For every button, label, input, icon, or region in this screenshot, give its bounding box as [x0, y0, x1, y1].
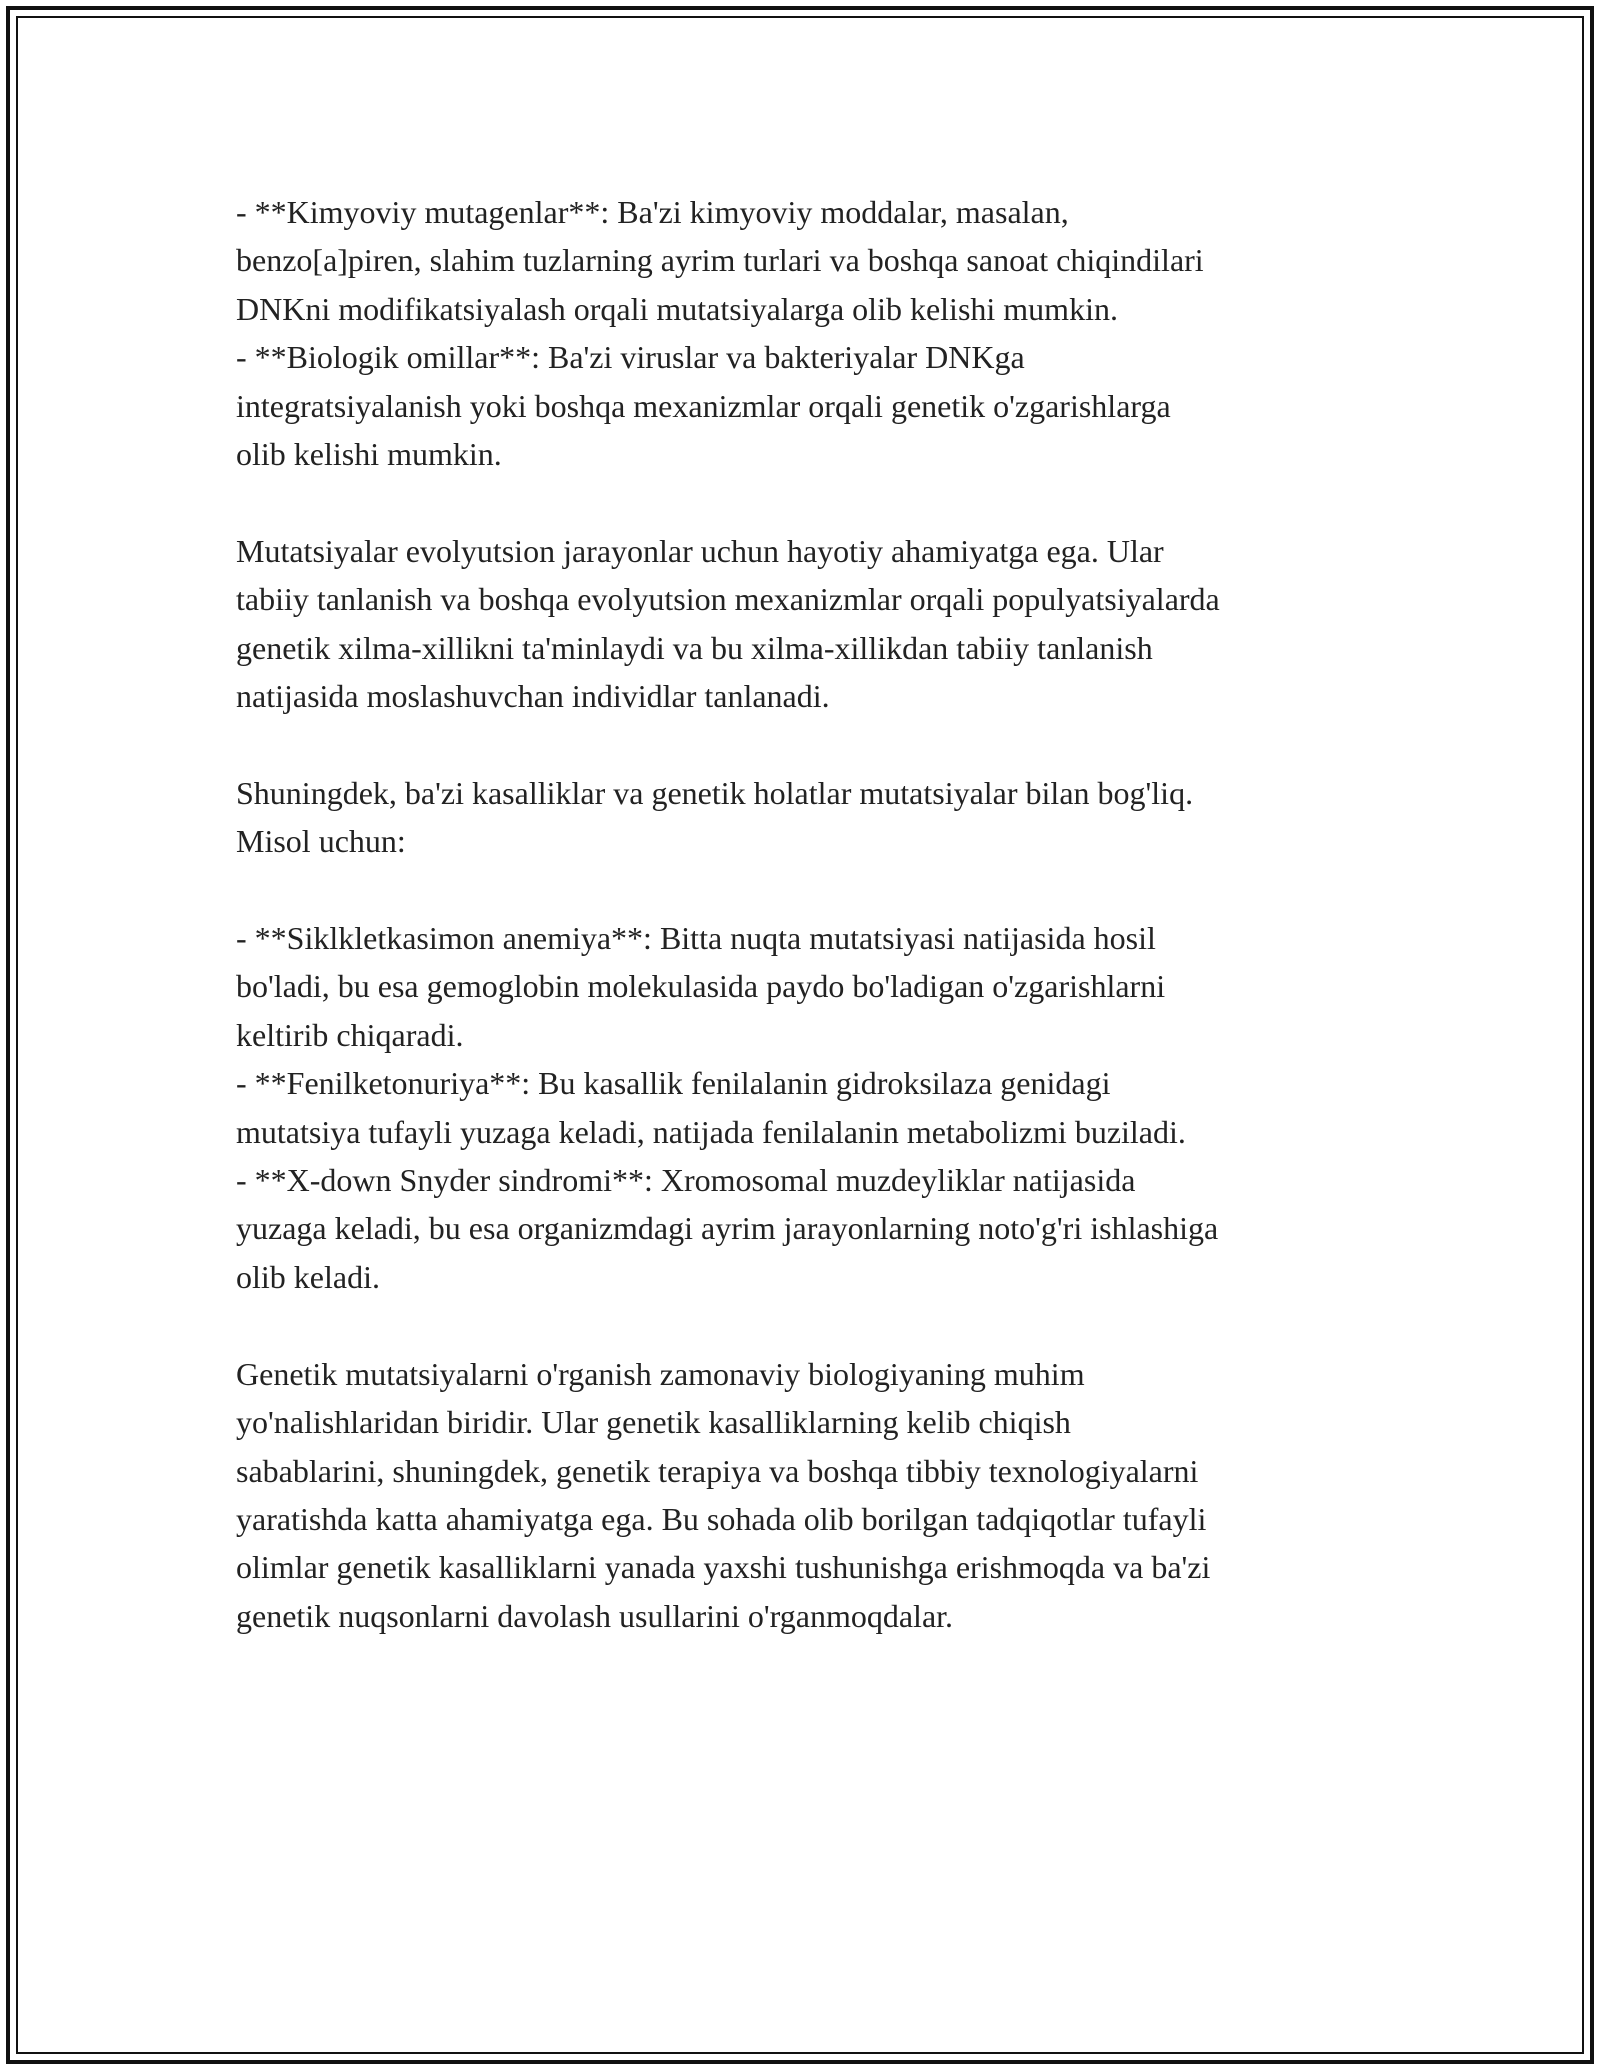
paragraph-mutagens-list: - **Kimyoviy mutagenlar**: Ba'zi kimyoviy moddalar, masalan, benzo[a]piren, slahim tuzlarning ayrim turlari va boshqa sanoat chiqindilari DNKni modifikatsiyalash orqali mutatsiyalarga olib kelishi mumkin. - **Biologik omillar**: Ba'zi viruslar va bakteriyalar DNKga integratsiyalanish yoki boshqa mexanizmlar orqali genetik o'zgarishlarga olib kelishi mumkin.	[236, 194, 1204, 473]
paragraph-gap	[236, 866, 1366, 914]
paragraph-evolution: Mutatsiyalar evolyutsion jarayonlar uchun hayotiy ahamiyatga ega. Ular tabiiy tanlanish va boshqa evolyutsion mexanizmlar orqali populyatsiyalarda genetik xilma-xillikni ta'minlaydi va bu xilma-xillikdan tabiiy tanlanish natijasida moslashuvchan individlar tanlanadi.	[236, 532, 1220, 715]
document-body	[236, 188, 1366, 1640]
paragraph-diseases-intro: Shuningdek, ba'zi kasalliklar va genetik holatlar mutatsiyalar bilan bog'liq. Misol uchun:	[236, 774, 1194, 860]
paragraph-diseases-list: - **Siklkletkasimon anemiya**: Bitta nuqta mutatsiyasi natijasida hosil bo'ladi, bu esa gemoglobin molekulasida paydo bo'ladigan o'zgarishlarni keltirib chiqaradi. - **Fenilketonuriya**: Bu kasallik fenilalanin gidroksilaza genidagi mutatsiya tufayli yuzaga keladi, natijada fenilalanin metabolizmi buziladi. - **X-down Snyder sindromi**: Xromosomal muzdeyliklar natijasida yuzaga keladi, bu esa organizmdagi ayrim jarayonlarning noto'g'ri ishlashiga olib keladi.	[236, 920, 1219, 1295]
paragraph-gap	[236, 720, 1366, 768]
paragraph-gap	[236, 1301, 1366, 1349]
paragraph-gap	[236, 478, 1366, 526]
paragraph-conclusion: Genetik mutatsiyalarni o'rganish zamonaviy biologiyaning muhim yo'nalishlaridan biridir. Ular genetik kasalliklarning kelib chiqish sabablarini, shuningdek, genetik terapiya va boshqa tibbiy texnologiyalarni yaratishda katta ahamiyatga ega. Bu sohada olib borilgan tadqiqotlar tufayli olimlar genetik kasalliklarni yanada yaxshi tushunishga erishmoqda va ba'zi genetik nuqsonlarni davolash usullarini o'rganmoqdalar.	[236, 1355, 1211, 1634]
